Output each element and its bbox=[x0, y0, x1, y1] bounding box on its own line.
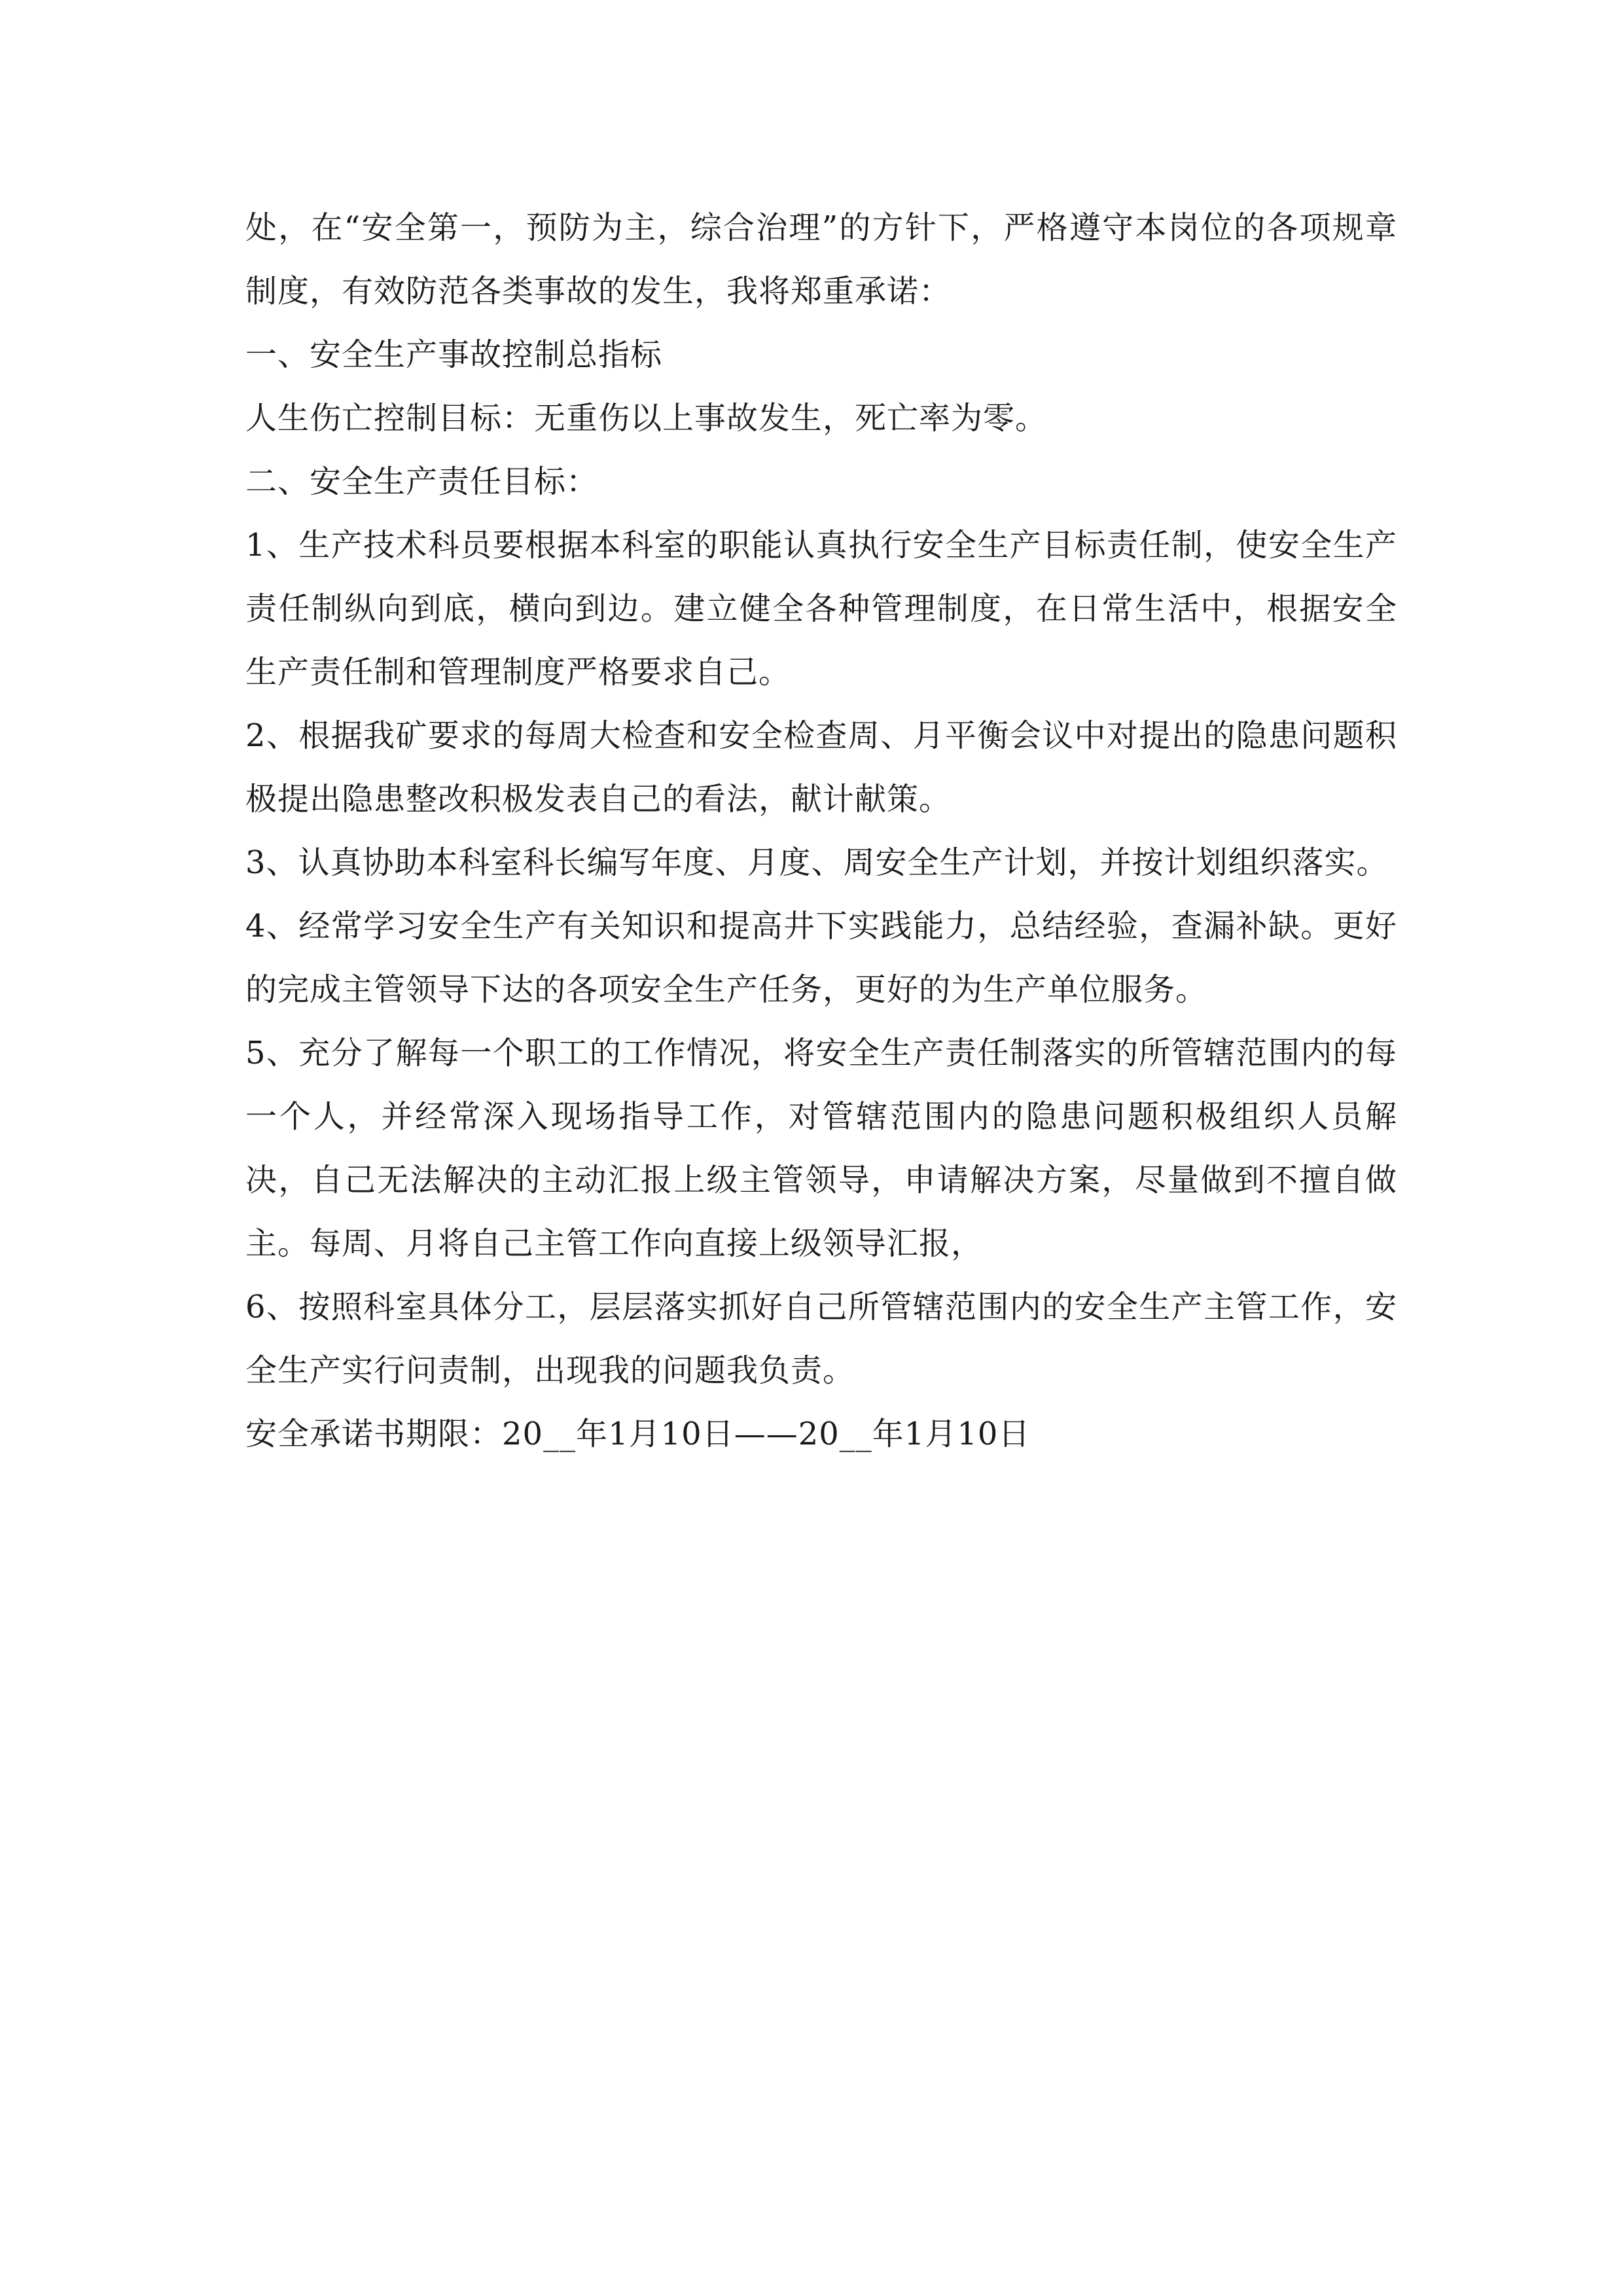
document-body bbox=[245, 196, 1397, 1466]
paragraph-item-1: 1、生产技术科员要根据本科室的职能认真执行安全生产目标责任制，使安全生产责任制纵向到底，横向到边。建立健全各种管理制度，在日常生活中，根据安全生产责任制和管理制度严格要求自己。 bbox=[245, 527, 1397, 691]
paragraph-item-4: 4、经常学习安全生产有关知识和提高井下实践能力，总结经验，查漏补缺。更好的完成主管领导下达的各项安全生产任务，更好的为生产单位服务。 bbox=[245, 908, 1397, 1008]
heading-section-2: 二、安全生产责任目标： bbox=[245, 463, 599, 500]
paragraph-commitment-intro: 处，在“安全第一，预防为主，综合治理”的方针下，严格遵守本岗位的各项规章制度，有效防范各类事故的发生，我将郑重承诺： bbox=[245, 209, 1397, 310]
paragraph-casualty-target: 人生伤亡控制目标：无重伤以上事故发生，死亡率为零。 bbox=[245, 400, 1048, 437]
paragraph-term: 安全承诺书期限：20__年1月10日——20__年1月10日 bbox=[245, 1416, 1031, 1452]
paragraph-item-2: 2、根据我矿要求的每周大检查和安全检查周、月平衡会议中对提出的隐患问题积极提出隐患整改积极发表自己的看法，献计献策。 bbox=[245, 717, 1397, 817]
paragraph-item-5: 5、充分了解每一个职工的工作情况，将安全生产责任制落实的所管辖范围内的每一个人，并经常深入现场指导工作，对管辖范围内的隐患问题积极组织人员解决，自己无法解决的主动汇报上级主管领导，申请解决方案，尽量做到不擅自做主。每周、月将自己主管工作向直接上级领导汇报， bbox=[245, 1035, 1397, 1262]
paragraph-item-6: 6、按照科室具体分工，层层落实抓好自己所管辖范围内的安全生产主管工作，安全生产实行问责制，出现我的问题我负责。 bbox=[245, 1289, 1397, 1389]
paragraph-item-3: 3、认真协助本科室科长编写年度、月度、周安全生产计划，并按计划组织落实。 bbox=[245, 844, 1389, 881]
heading-section-1: 一、安全生产事故控制总指标 bbox=[245, 336, 663, 373]
